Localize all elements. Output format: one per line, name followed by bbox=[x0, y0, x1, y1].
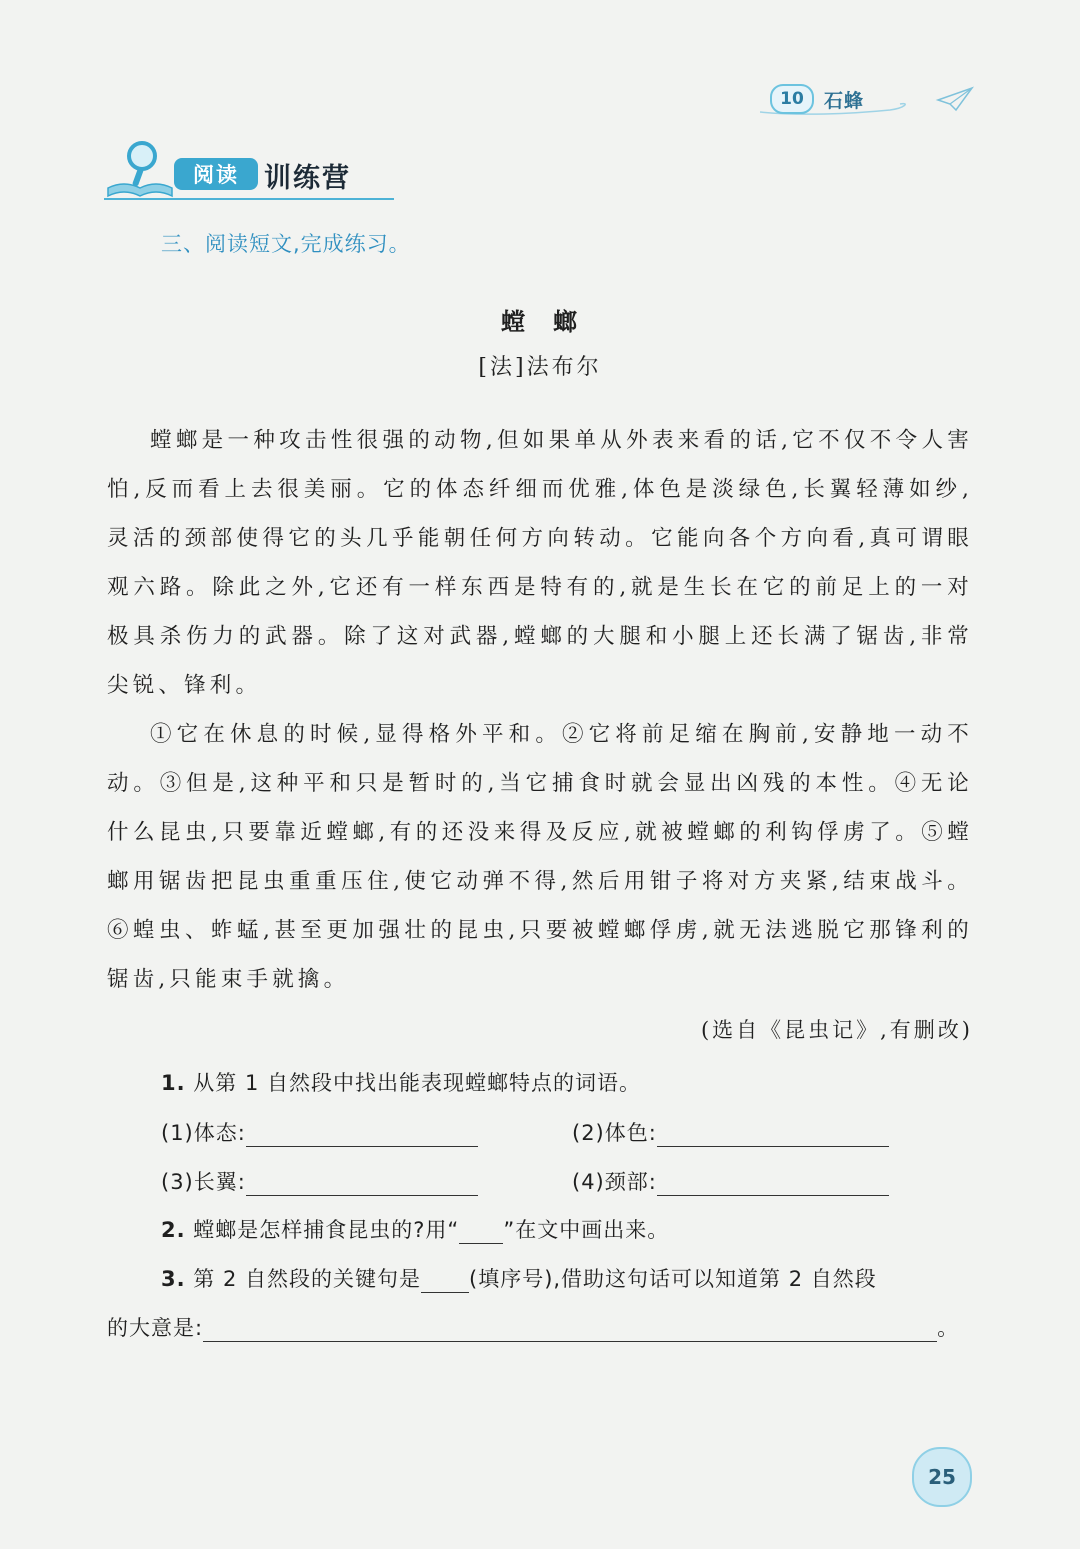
lesson-tag bbox=[770, 84, 864, 114]
question-3-line2-before: 的大意是: bbox=[107, 1316, 204, 1340]
section-instruction: 三、阅读短文,完成练习。 bbox=[161, 232, 411, 256]
answer-blank[interactable] bbox=[657, 1173, 889, 1196]
magnifier-book-icon bbox=[104, 138, 174, 200]
article-title: 螳 螂 bbox=[501, 307, 579, 336]
article-paragraph-2: ①它在休息的时候,显得格外平和。②它将前足缩在胸前,安静地一动不动。③但是,这种平和只是暂时的,当它捕食时就会显出凶残的本性。④无论什么昆虫,只要靠近螳螂,有的还没来得及反应,就被螳螂的利钩俘虏了。⑤螳螂用锯齿把昆虫重重压住,使它动弹不得,然后用钳子将对方夹紧,结束战斗。⑥蝗虫、蚱蜢,甚至更加强壮的昆虫,只要被螳螂俘虏,就无法逃脱它那锋利的锯齿,只能束手就擒。 bbox=[107, 722, 973, 992]
banner-title: 训练营 bbox=[264, 163, 351, 194]
banner-badge: 阅读 bbox=[174, 158, 258, 190]
page-number: 25 bbox=[912, 1447, 972, 1507]
question-3-text-before: 第 2 自然段的关键句是 bbox=[193, 1267, 421, 1291]
question-2 bbox=[161, 1214, 669, 1244]
question-1-number: 1. bbox=[161, 1071, 186, 1095]
question-3-number: 3. bbox=[161, 1267, 186, 1291]
item-label: (1)体态: bbox=[161, 1121, 246, 1145]
answer-blank[interactable] bbox=[203, 1319, 937, 1342]
question-3-line2-after: 。 bbox=[937, 1316, 960, 1340]
question-1 bbox=[161, 1067, 641, 1097]
question-3-text-after: (填序号),借助这句话可以知道第 2 自然段 bbox=[469, 1267, 877, 1291]
banner-divider bbox=[104, 198, 394, 200]
answer-blank[interactable] bbox=[246, 1124, 478, 1147]
article-paragraph-1: 螳螂是一种攻击性很强的动物,但如果单从外表来看的话,它不仅不令人害怕,反而看上去很美丽。它的体态纤细而优雅,体色是淡绿色,长翼轻薄如纱,灵活的颈部使得它的头几乎能朝任何方向转动。它能向各个方向看,真可谓眼观六路。除此之外,它还有一样东西是特有的,就是生长在它的前足上的一对极具杀伤力的武器。除了这对武器,螳螂的大腿和小腿上还长满了锯齿,非常尖锐、锋利。 bbox=[107, 428, 973, 698]
question-1-item-3 bbox=[161, 1166, 478, 1196]
answer-blank[interactable] bbox=[657, 1124, 889, 1147]
question-1-item-4 bbox=[572, 1166, 889, 1196]
section-banner bbox=[104, 138, 414, 208]
question-3 bbox=[161, 1263, 877, 1293]
article-source: (选自《昆虫记》,有删改) bbox=[700, 1018, 973, 1042]
question-3-line-2 bbox=[107, 1312, 959, 1342]
answer-blank[interactable] bbox=[421, 1270, 469, 1293]
item-label: (4)颈部: bbox=[572, 1170, 657, 1194]
item-label: (3)长翼: bbox=[161, 1170, 246, 1194]
item-label: (2)体色: bbox=[572, 1121, 657, 1145]
question-1-item-2 bbox=[572, 1117, 889, 1147]
article-author: [法]法布尔 bbox=[478, 355, 602, 380]
answer-blank[interactable] bbox=[246, 1173, 478, 1196]
lesson-number: 10 bbox=[770, 84, 814, 114]
question-1-text: 从第 1 自然段中找出能表现螳螂特点的词语。 bbox=[193, 1071, 641, 1095]
question-1-item-1 bbox=[161, 1117, 478, 1147]
lesson-title: 石蜂 bbox=[824, 89, 865, 112]
underline-sample bbox=[459, 1221, 503, 1244]
question-2-text-after: ”在文中画出来。 bbox=[503, 1218, 670, 1242]
question-2-text-before: 螳螂是怎样捕食昆虫的?用“ bbox=[193, 1218, 460, 1242]
question-2-number: 2. bbox=[161, 1218, 186, 1242]
